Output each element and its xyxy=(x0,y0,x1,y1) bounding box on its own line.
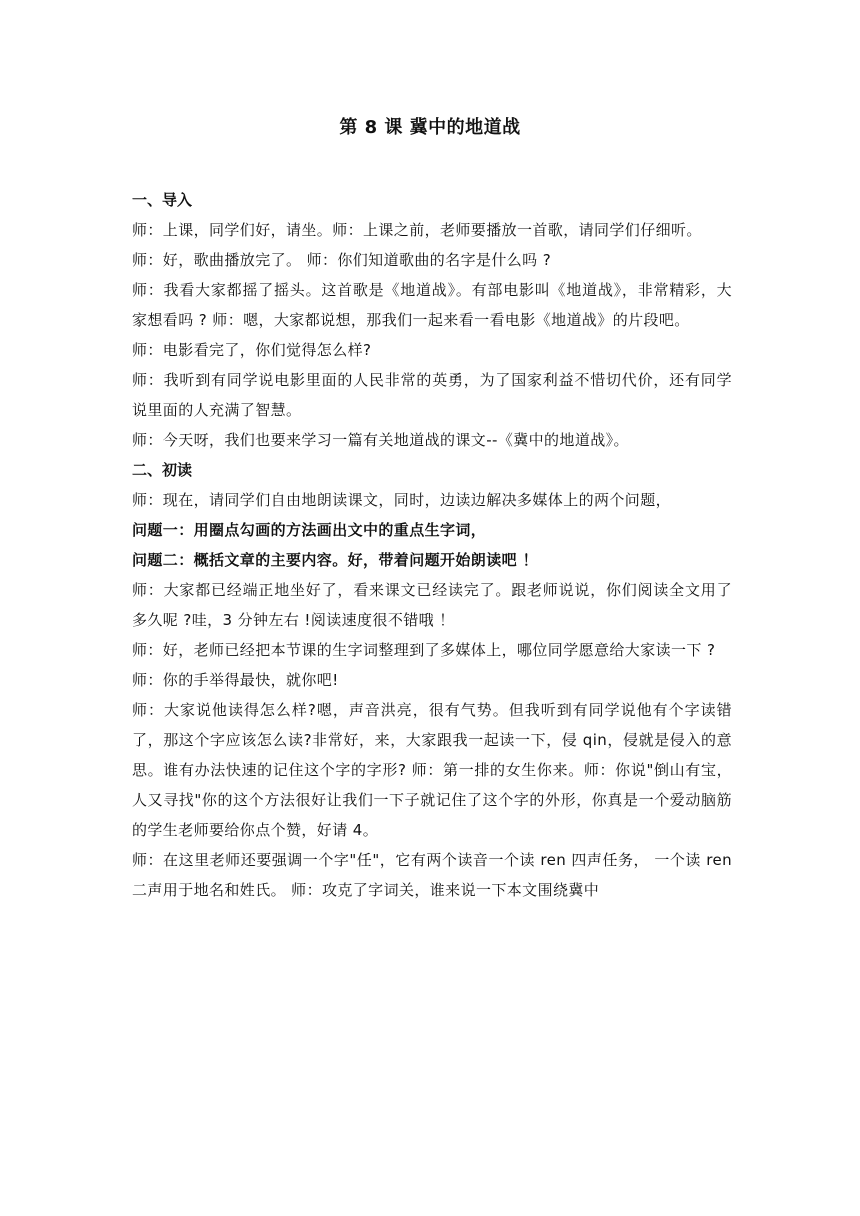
paragraph: 师：大家都已经端正地坐好了，看来课文已经读完了。跟老师说说，你们阅读全文用了多久呢 ?哇，3 分钟左右 !阅读速度很不错哦 ！ xyxy=(132,581,732,629)
paragraph: 师：好，歌曲播放完了。 师：你们知道歌曲的名字是什么吗 ? xyxy=(132,251,552,269)
paragraph: 师：我听到有同学说电影里面的人民非常的英勇，为了国家利益不惜切代价，还有同学说里面的人充满了智慧。 xyxy=(132,371,732,419)
question-one: 问题一：用圈点勾画的方法画出文中的重点生字词， xyxy=(132,521,487,539)
paragraph: 师：今天呀，我们也要来学习一篇有关地道战的课文--《冀中的地道战》。 xyxy=(132,431,629,449)
paragraph: 师：大家说他读得怎么样?嗯，声音洪亮，很有气势。但我听到有同学说他有个字读错了，那这个字应该怎么读?非常好，来，大家跟我一起读一下，侵 qin，侵就是侵入的意思。谁有办法快速的记住这个字的字形? 师：第一排的女生你来。师：你说"倒山有宝，人又寻找"你的这个方法很好让我们一下子就记住了这个字的外形，你真是一个爱动脑筋的学生老师要给你点个赞，好请 4。 xyxy=(132,701,732,839)
document-title: 第 8 课 冀中的地道战 xyxy=(339,117,521,138)
section-heading: 二、初读 xyxy=(132,461,193,479)
paragraph: 师：我看大家都摇了摇头。这首歌是《地道战》。有部电影叫《地道战》，非常精彩，大家想看吗 ? 师：嗯，大家都说想，那我们一起来看一看电影《地道战》的片段吧。 xyxy=(132,281,732,329)
document-body xyxy=(132,185,732,905)
paragraph: 师：现在，请同学们自由地朗读课文，同时，边读边解决多媒体上的两个问题， xyxy=(132,491,672,509)
paragraph: 师：电影看完了，你们觉得怎么样? xyxy=(132,341,372,359)
paragraph: 师：你的手举得最快，就你吧! xyxy=(132,671,339,689)
paragraph: 师：上课，同学们好，请坐。师：上课之前，老师要播放一首歌，请同学们仔细听。 xyxy=(132,221,702,239)
question-two: 问题二：概括文章的主要内容。好，带着问题开始朗读吧 ！ xyxy=(132,551,539,569)
section-intro xyxy=(132,185,732,455)
section-heading: 一、导入 xyxy=(132,191,193,209)
paragraph: 师：在这里老师还要强调一个字"任"，它有两个读音一个读 ren 四声任务， 一个读 ren 二声用于地名和姓氏。 师：攻克了字词关，谁来说一下本文围绕冀中 xyxy=(132,851,732,899)
section-first-reading xyxy=(132,455,732,905)
paragraph: 师：好，老师已经把本节课的生字词整理到了多媒体上，哪位同学愿意给大家读一下 ? xyxy=(132,641,716,659)
